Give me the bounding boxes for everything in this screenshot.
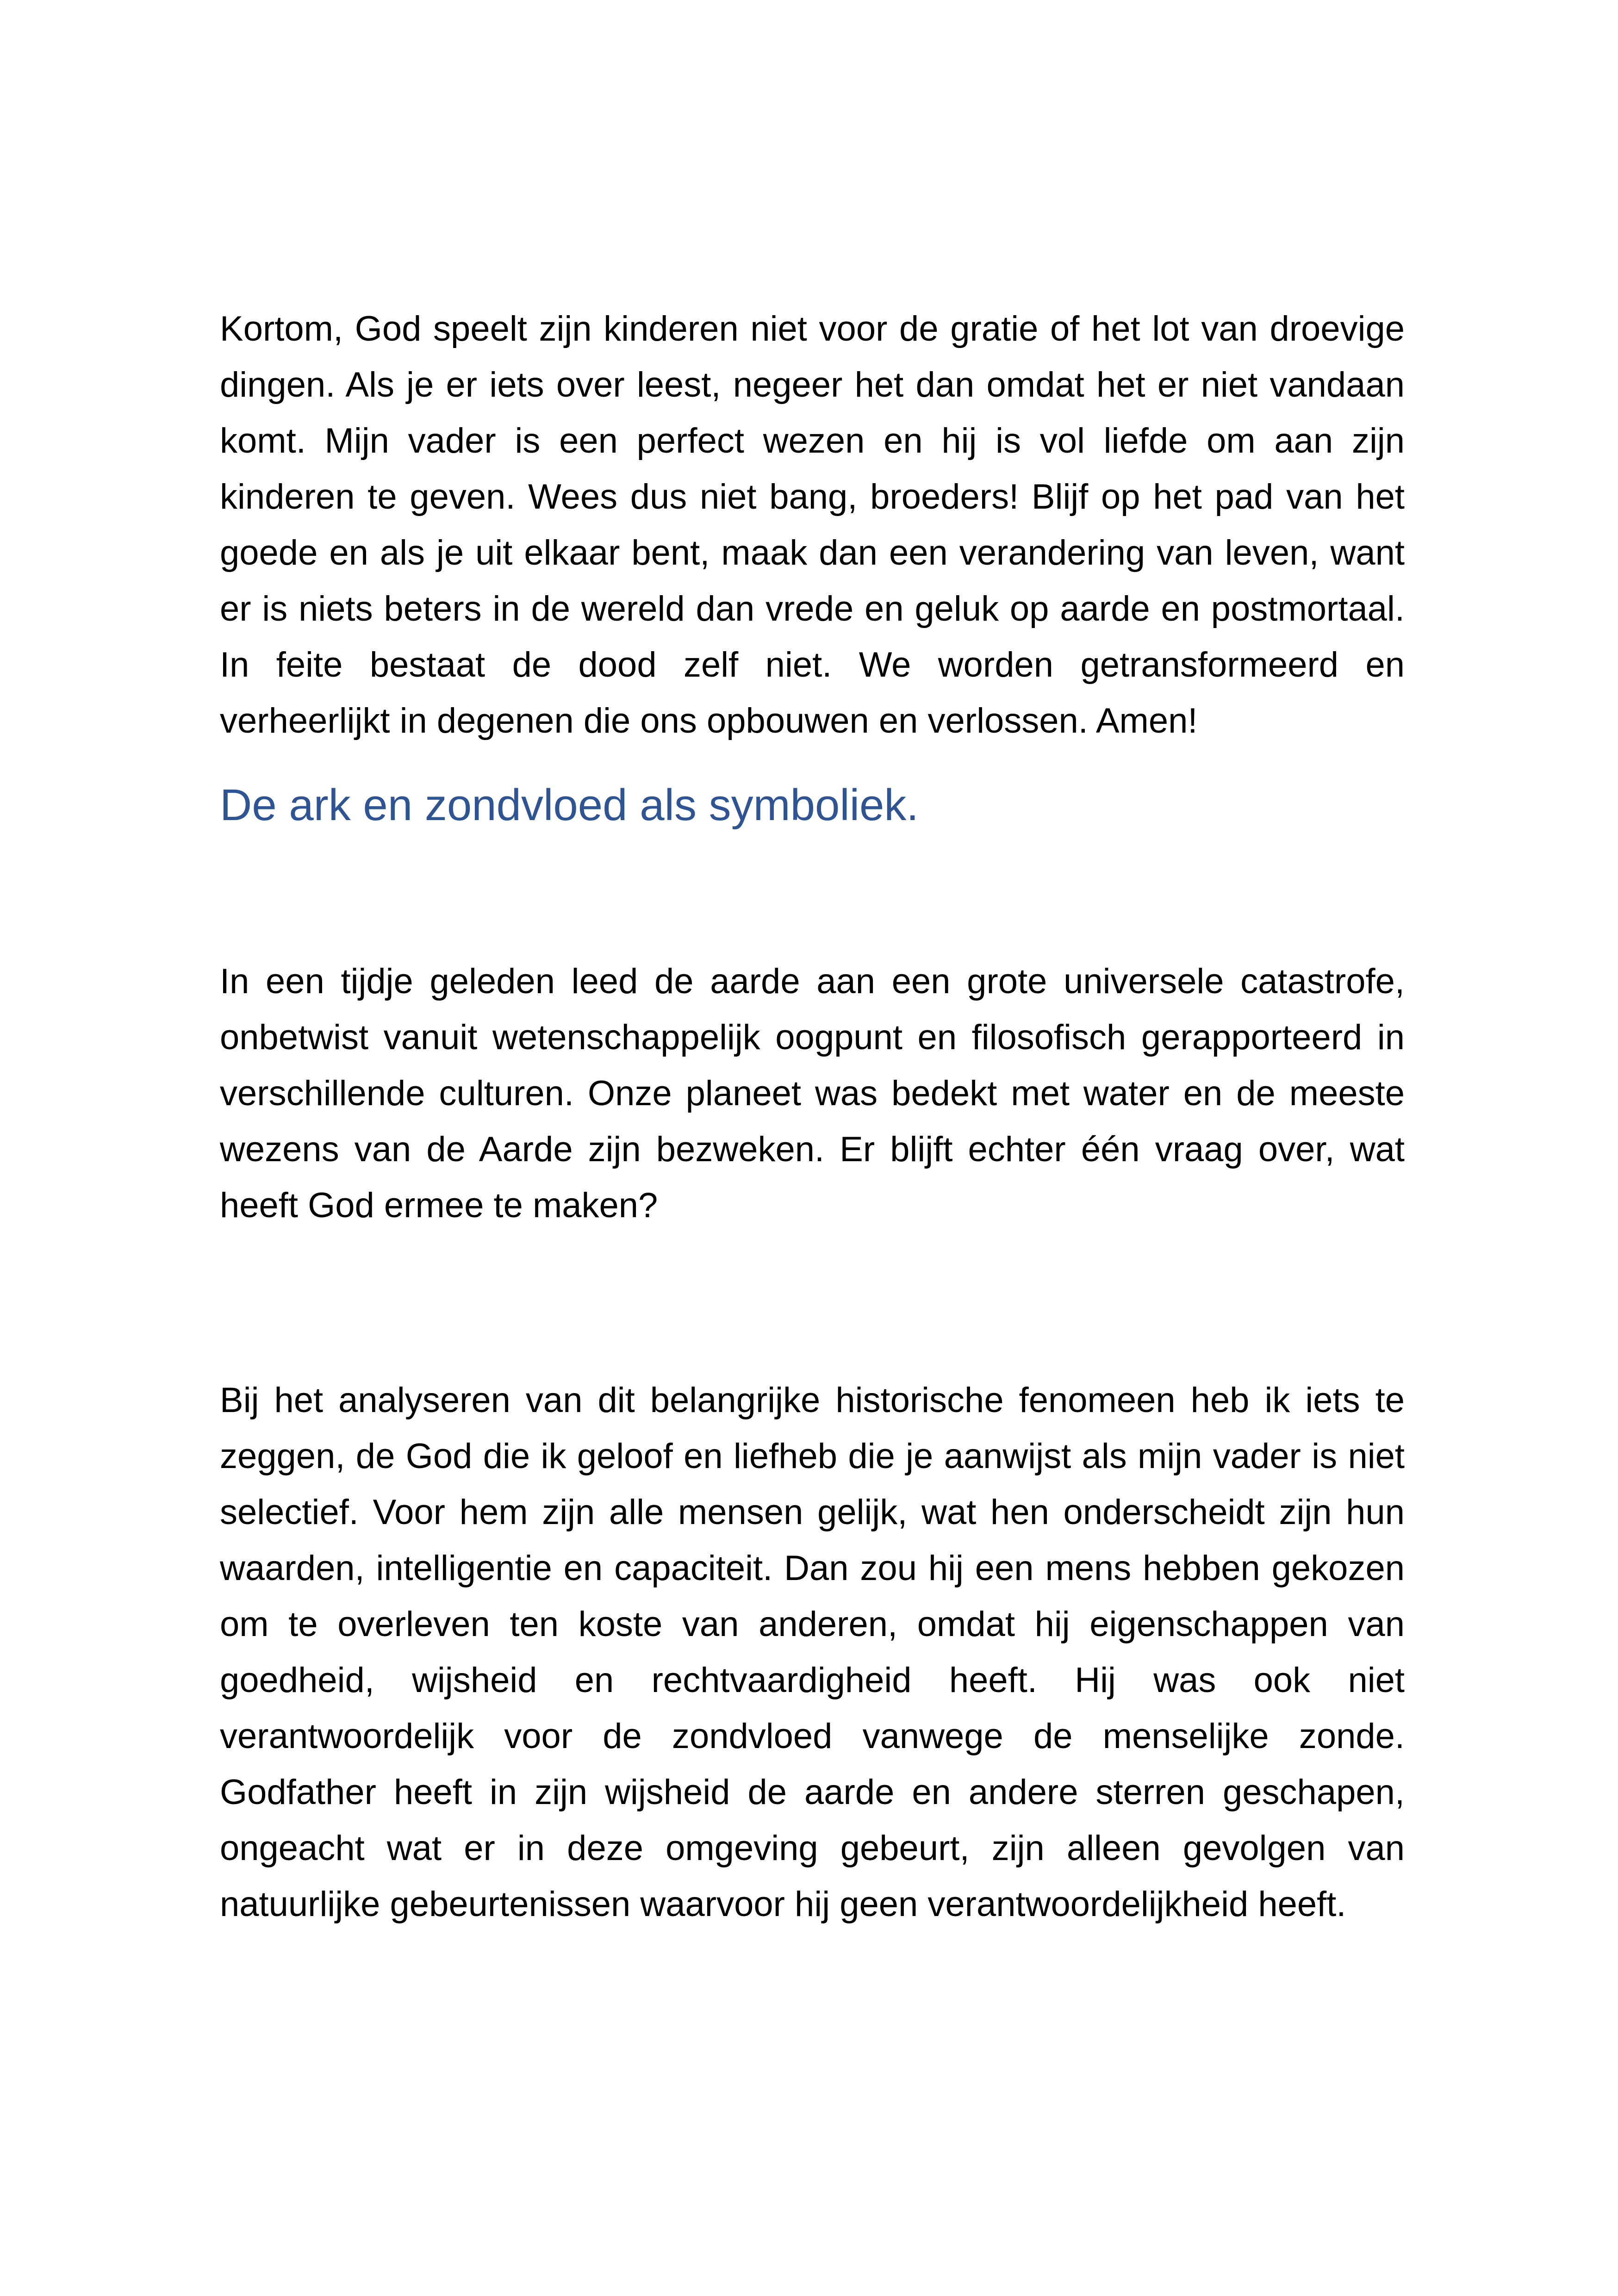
document-page: [220, 301, 1405, 1932]
body-paragraph-1: Kortom, God speelt zijn kinderen niet voor de gratie of het lot van droevige dingen. Als je er iets over leest, negeer het dan omdat het er niet vandaan komt. Mijn vader is een perfect wezen en hij is vol liefde om aan zijn kinderen te geven. Wees dus niet bang, broeders! Blijf op het pad van het goede en als je uit elkaar bent, maak dan een verandering van leven, want er is niets beters in de wereld dan vrede en geluk op aarde en postmortaal. In feite bestaat de dood zelf niet. We worden getransformeerd en verheerlijkt in degenen die ons opbouwen en verlossen. Amen!: [220, 309, 1405, 740]
body-paragraph-2: In een tijdje geleden leed de aarde aan een grote universele catastrofe, onbetwist vanuit wetenschappelijk oogpunt en filosofisch gerapporteerd in verschillende culturen. Onze planeet was bedekt met water en de meeste wezens van de Aarde zijn bezweken. Er blijft echter één vraag over, wat heeft God ermee te maken?: [220, 962, 1405, 1225]
section-heading: De ark en zondvloed als symboliek.: [220, 780, 919, 830]
body-paragraph-3: Bij het analyseren van dit belangrijke historische fenomeen heb ik iets te zeggen, de God die ik geloof en liefheb die je aanwijst als mijn vader is niet selectief. Voor hem zijn alle mensen gelijk, wat hen onderscheidt zijn hun waarden, intelligentie en capaciteit. Dan zou hij een mens hebben gekozen om te overleven ten koste van anderen, omdat hij eigenschappen van goedheid, wijsheid en rechtvaardigheid heeft. Hij was ook niet verantwoordelijk voor de zondvloed vanwege de menselijke zonde. Godfather heeft in zijn wijsheid de aarde en andere sterren geschapen, ongeacht wat er in deze omgeving gebeurt, zijn alleen gevolgen van natuurlijke gebeurtenissen waarvoor hij geen verantwoordelijkheid heeft.: [220, 1381, 1405, 1924]
